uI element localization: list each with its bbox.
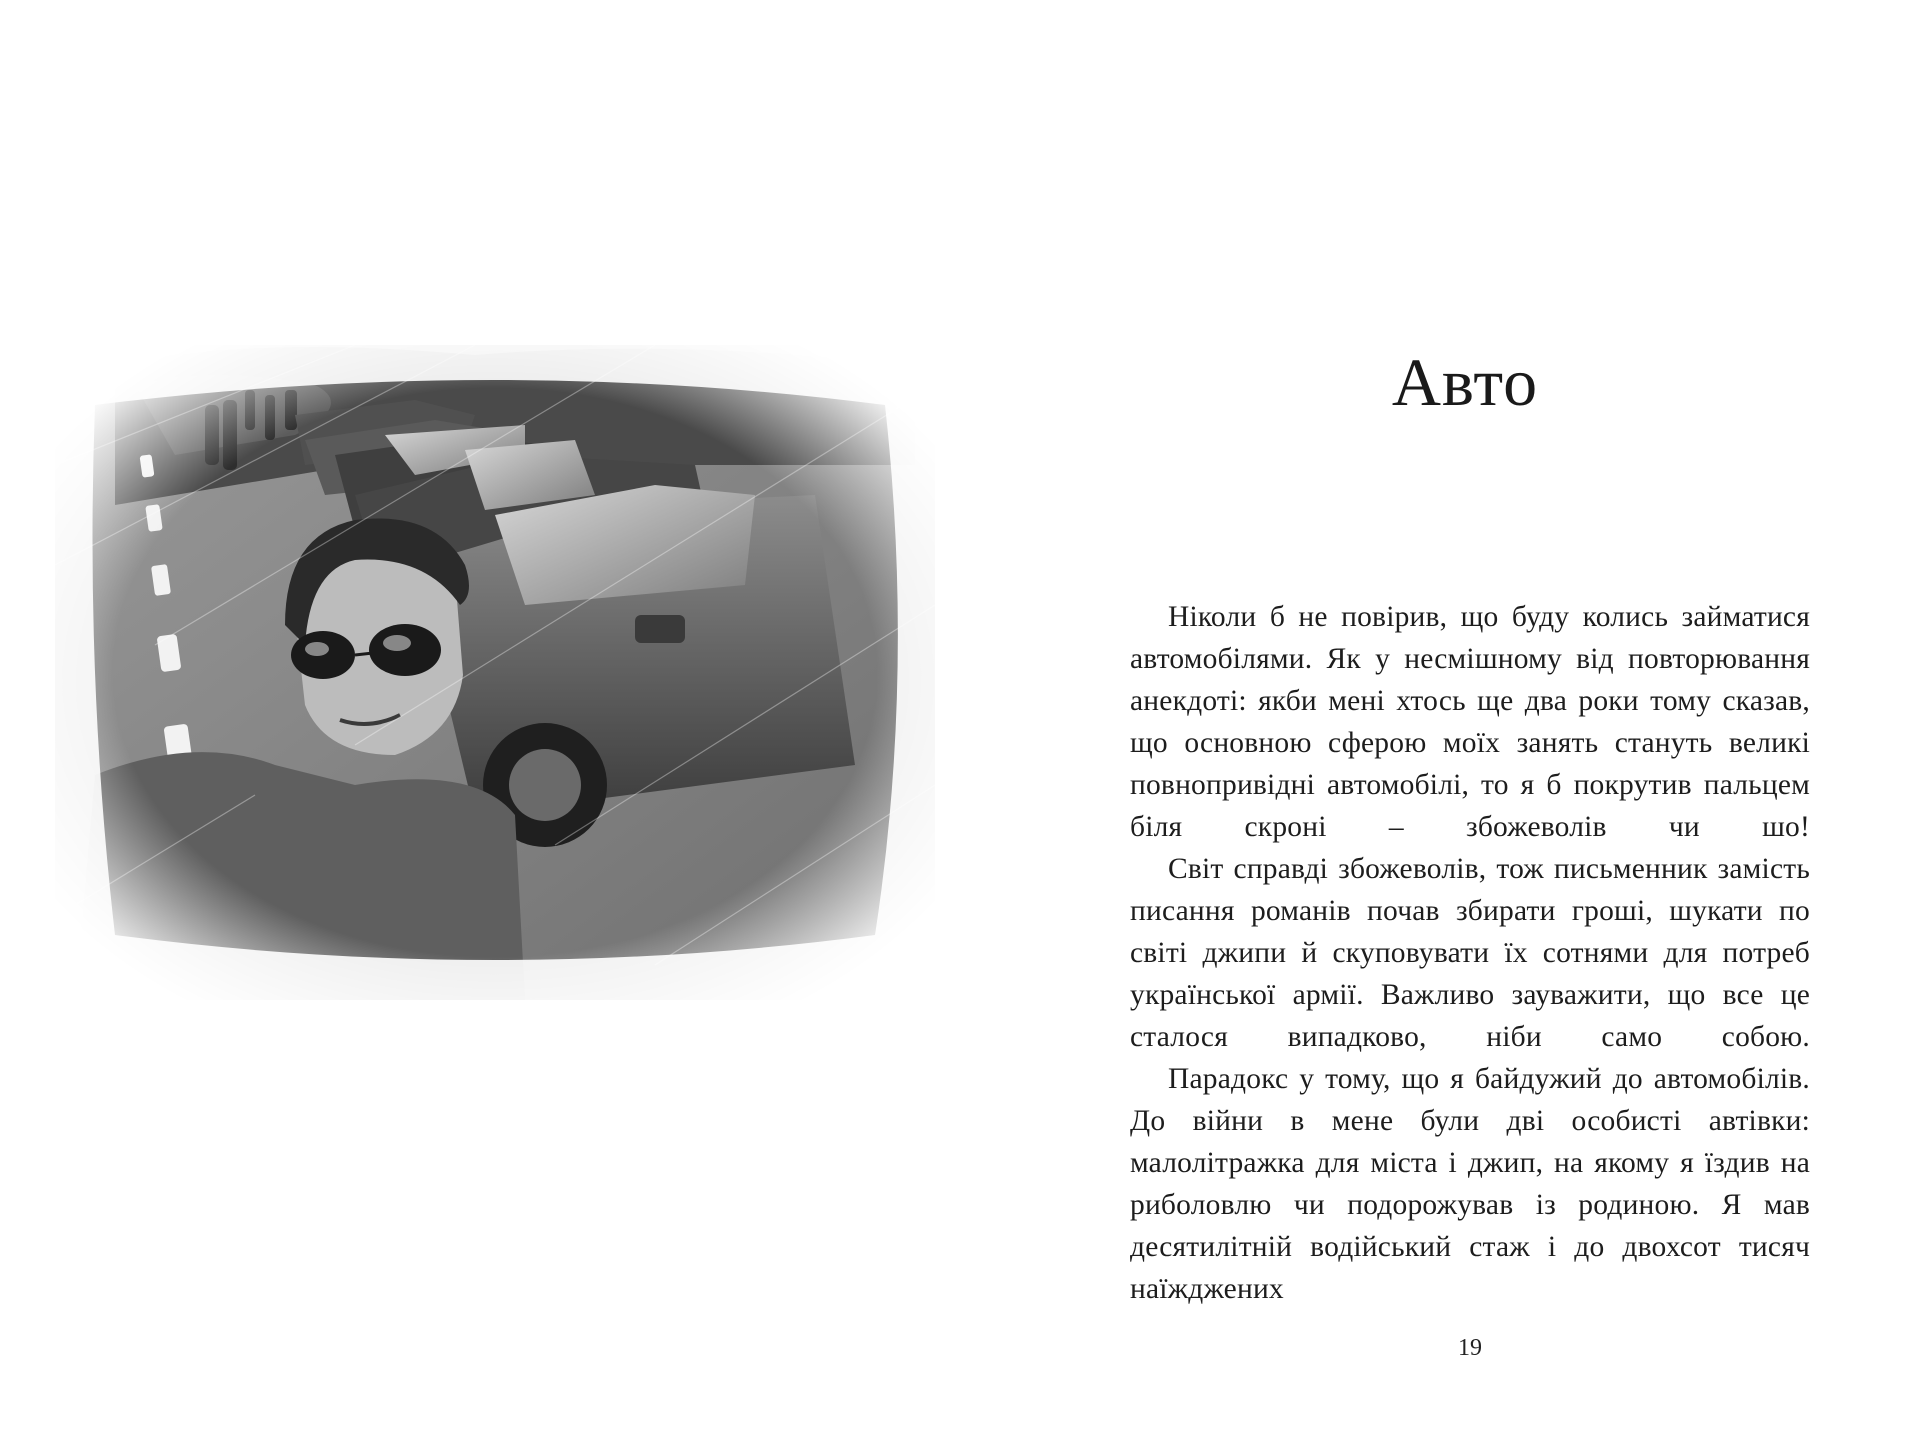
paragraph: Парадокс у тому, що я байдужий до автомобілів. До війни в мене були дві особисті автівки: малолітражка для міста і джип, на якому я їздив на риболовлю чи подорожував із родиною. Я мав десятилітній водійський стаж і до двохсот тисяч наїжджених	[1130, 1063, 1810, 1305]
sketch-photo	[55, 345, 935, 1000]
selfie-illustration	[55, 345, 935, 1000]
paragraph: Світ справді збожеволів, тож письменник замість писання романів почав збирати гроші, шукати по світі джипи й скуповувати їх сотнями для потреб української армії. Важливо зауважити, що все це сталося випадково, ніби само собою.	[1130, 853, 1810, 1053]
paragraph: Ніколи б не повірив, що буду колись займатися автомобілями. Як у несмішному від повторювання анекдоті: якби мені хтось ще два роки тому сказав, що основною сферою моїх занять стануть великі повнопривідні автомобілі, то я б покрутив пальцем біля скроні – збожеволів чи шо!	[1130, 601, 1810, 843]
chapter-title: Авто	[1391, 344, 1539, 420]
body-text	[1130, 596, 1810, 1310]
page-number: 19	[1458, 1335, 1482, 1361]
